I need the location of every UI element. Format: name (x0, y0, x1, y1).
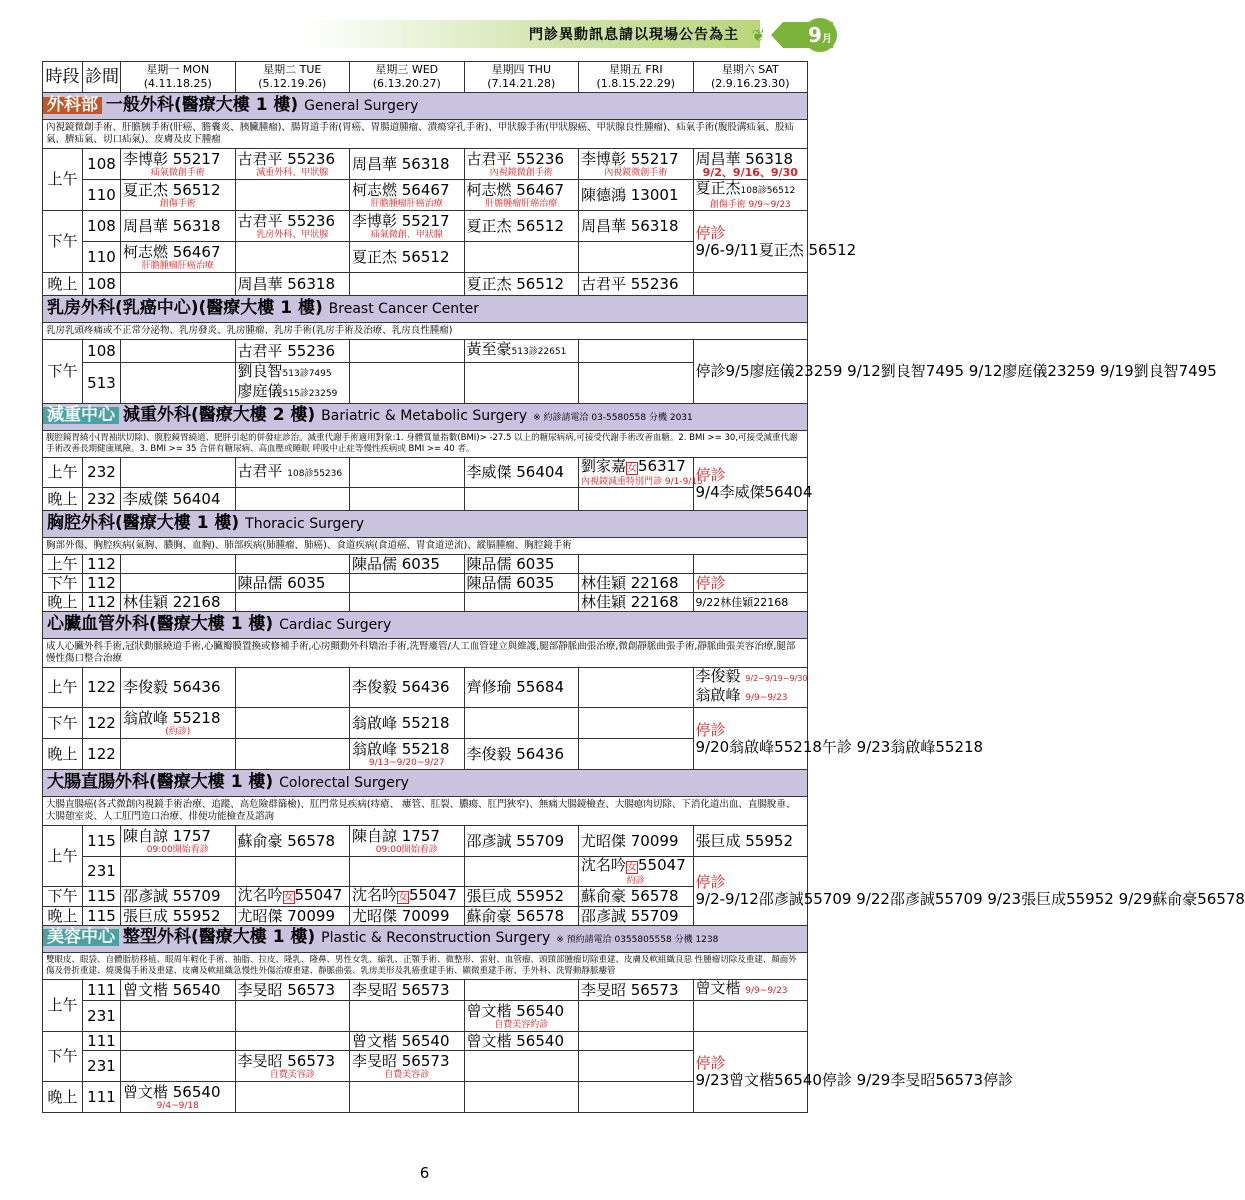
header-tue: 星期二 TUE (5.12.19.26) (235, 62, 350, 93)
header-wed: 星期三 WED (6.13.20.27) (350, 62, 465, 93)
table-row: 下午 108 古君平 55236 黃至豪513診22651 停診9/5廖庭儀23259 9/12劉良智7495 9/12廖庭儀23259 9/19劉良智7495 (43, 340, 808, 363)
header-sat: 星期六 SAT (2.9.16.23.30) (693, 62, 808, 93)
leaf-icon: ❦ (751, 26, 765, 45)
table-row: 上午 115 陳自諒 1757 09:00開始看診 蘇俞豪 56578 陳自諒 1757 09:00開始看診 邵彥誠 55709 尤昭傑 70099 張巨成 55952 (43, 826, 808, 857)
table-row: 上午 111 曾文楷 56540 李旻昭 56573 李旻昭 56573 李旻昭 56573 曾文楷 9/9~9/23 (43, 980, 808, 1001)
table-row: 上午 108 李博彰 55217 疝氣微創手術 古君平 55236 減重外科、甲狀腺 周昌華 56318 古君平 55236 內視鏡微創手術 李博彰 55217 內視鏡微創手術 周昌華 56318 9/2、9/16、9/30 (43, 149, 808, 180)
table-row: 231 沈名吟女55047 約診 停診 9/2-9/12邵彥誠55709 9/22邵彥誠55709 9/23張巨成55952 9/29蘇俞豪56578 (43, 857, 808, 887)
schedule-notice: 門診異動訊息請以現場公告為主 (529, 27, 739, 43)
section-description: 腹腔鏡胃繞小(胃袖狀切除)、腹腔鏡胃繞道、肥胖引起的併發症診治。減重代謝手術適用對象:1. 身體質量指數(BMI)> -27.5 以上的糖尿病病,可接受代謝手術改善血糖。2. BMI >= 30,可接受減重代謝手術改善長期健康風險。3. BMI >= 35 合併有糖尿病、高血壓或睡眠 呼吸中止症等慢性疾病或 BMI >= 40 者。 (43, 431, 808, 458)
top-banner (0, 0, 849, 58)
table-row: 晚上 232 李威傑 56404 (43, 488, 808, 511)
table-row: 110 柯志燃 56467 肝膽腫瘤肝癌治療 夏正杰 56512 (43, 242, 808, 273)
table-row: 下午 115 邵彥誠 55709 沈名吟女55047 沈名吟女55047 張巨成 55952 蘇俞豪 56578 (43, 887, 808, 907)
header-mon: 星期一 MON (4.11.18.25) (121, 62, 236, 93)
table-row: 晚上 111 曾文楷 56540 9/4~9/18 (43, 1082, 808, 1113)
section-description: 內視鏡微創手術、肝膽胰手術(肝癌、膽囊炎、胰臟腫瘤)、腸胃道手術(胃癌、胃腸道腫瘤、潰瘍穿孔手術)、甲狀腺手術(甲狀腺癌、甲狀腺良性腫瘤)、疝氣手術(腹股溝疝氣、股疝氣、臍疝氣、切口疝氣)、皮膚及皮下腫瘤 (43, 120, 808, 149)
table-row: 下午 122 翁啟峰 55218 (約診) 翁啟峰 55218 停診 9/20翁啟峰55218午診 9/23翁啟峰55218 (43, 708, 808, 739)
section-general-surgery: 外科部 一般外科(醫療大樓 1 樓) General Surgery (43, 93, 808, 120)
section-colorectal: 大腸直腸外科(醫療大樓 1 樓) Colorectal Surgery (43, 770, 808, 797)
section-description: 乳房乳頭疼痛或不正常分泌物、乳房發炎、乳房腫瘤、乳房手術(乳房手術及治療、乳房良性腫瘤) (43, 323, 808, 340)
table-row: 晚上 108 周昌華 56318 夏正杰 56512 古君平 55236 (43, 273, 808, 296)
header-fri: 星期五 FRI (1.8.15.22.29) (579, 62, 694, 93)
clinic-schedule-table (42, 61, 1245, 1113)
header-room: 診間 (83, 62, 121, 93)
section-description: 大腸直腸癌(各式微創內視鏡手術治療、追蹤、高危險群篩檢)、肛門常見疾病(痔瘡、 瘻管、肛裂、膿瘍、肛門狹窄)、無痛大腸鏡檢查、大腸瘜肉切除、下消化道出血、直腸脫垂、大腸憩室炎、人工肛門造口治療、排便功能檢查及諮詢 (43, 797, 808, 826)
header-slot: 時段 (43, 62, 83, 93)
table-row: 上午 232 古君平 108診55236 李威傑 56404 劉家嘉女56317 內視鏡減重特別門診 9/1-9/15 停診 9/4李威傑56404 (43, 458, 808, 488)
table-header-row (43, 62, 808, 93)
table-row: 晚上 115 張巨成 55952 尤昭傑 70099 尤昭傑 70099 蘇俞豪 56578 邵彥誠 55709 (43, 907, 808, 926)
month-badge: 9月 (803, 18, 837, 52)
header-thu: 星期四 THU (7.14.21.28) (464, 62, 579, 93)
table-row: 下午 112 陳品儒 6035 陳品儒 6035 林佳穎 22168 停診 (43, 574, 808, 593)
table-row: 231 曾文楷 56540 自費美容約診 (43, 1001, 808, 1032)
page-number: 6 (419, 1164, 430, 1182)
section-breast-cancer: 乳房外科(乳癌中心)(醫療大樓 1 樓) Breast Cancer Center (43, 296, 808, 323)
table-row: 110 夏正杰 56512 創傷手術 柯志燃 56467 肝膽腫瘤肝癌治療 柯志燃 56467 肝膽腫瘤肝癌治療 陳德鴻 13001 夏正杰108診56512 創傷手術 9/9~9/23 (43, 180, 808, 211)
table-row: 下午 108 周昌華 56318 古君平 55236 乳房外科、甲狀腺 李博彰 55217 疝氣微創、甲狀腺 夏正杰 56512 周昌華 56318 停診 9/6-9/11夏正杰 56512 (43, 211, 808, 242)
table-row: 231 李旻昭 56573 自費美容診 李旻昭 56573 自費美容診 (43, 1051, 808, 1082)
table-row: 晚上 122 翁啟峰 55218 9/13~9/20~9/27 李俊毅 56436 (43, 739, 808, 770)
section-bariatric: 減重中心 減重外科(醫療大樓 2 樓) Bariatric & Metabolic Surgery ※ 約診請電洽 03-5580558 分機 2031 (43, 404, 808, 431)
section-cardiac: 心臟血管外科(醫療大樓 1 樓) Cardiac Surgery (43, 612, 808, 639)
section-description: 雙眼皮、眼袋、自體脂肪移植、眼周年輕化手術、抽脂、拉皮、隆乳、隆鼻、男性女乳、縮乳、正顎手術、微整形、雷射、血管瘤、頭頸部腫瘤切除重建、皮膚及軟組織良惡 性腫瘤切除及重建、顏面外傷及骨折重建、燒燙傷手術及重建、皮膚及軟組織急慢性外傷治療重建、靜脈曲張、乳房美形及乳癌重建手術、顯微重建手術、手外科、洗腎動靜脈瘻管 (43, 953, 808, 980)
section-plastic-surgery: 美容中心 整型外科(醫療大樓 1 樓) Plastic & Reconstruction Surgery ※ 預約請電洽 0355805558 分機 1238 (43, 926, 808, 953)
section-description: 成人心臟外科手術,冠狀動脈繞道手術,心臟瓣膜置換或修補手術,心房顫動外科矯治手術,洗腎廔管/人工血管建立與維護,腿部靜脈曲張治療,微創靜脈曲張手術,靜脈曲張美容治療,腿部慢性傷口整合治療 (43, 639, 808, 668)
table-row: 上午 122 李俊毅 56436 李俊毅 56436 齊修瑜 55684 李俊毅 9/2~9/19~9/30 翁啟峰 9/9~9/23 (43, 668, 808, 708)
table-row: 上午 112 陳品儒 6035 陳品儒 6035 (43, 555, 808, 574)
table-row: 513 劉良智513診7495 廖庭儀515診23259 (43, 363, 808, 404)
table-row: 下午 111 曾文楷 56540 曾文楷 56540 停診 9/23曾文楷56540停診 9/29李旻昭56573停診 (43, 1032, 808, 1051)
section-description: 胸部外傷、胸腔疾病(氣胸、膿胸、血胸)、肺部疾病(肺腫瘤、肺癌)、食道疾病(食道癌、胃食道逆流)、縱膈腫瘤、胸腔鏡手術 (43, 538, 808, 555)
section-thoracic: 胸腔外科(醫療大樓 1 樓) Thoracic Surgery (43, 511, 808, 538)
table-row: 晚上 112 林佳穎 22168 林佳穎 22168 9/22林佳穎22168 (43, 593, 808, 612)
